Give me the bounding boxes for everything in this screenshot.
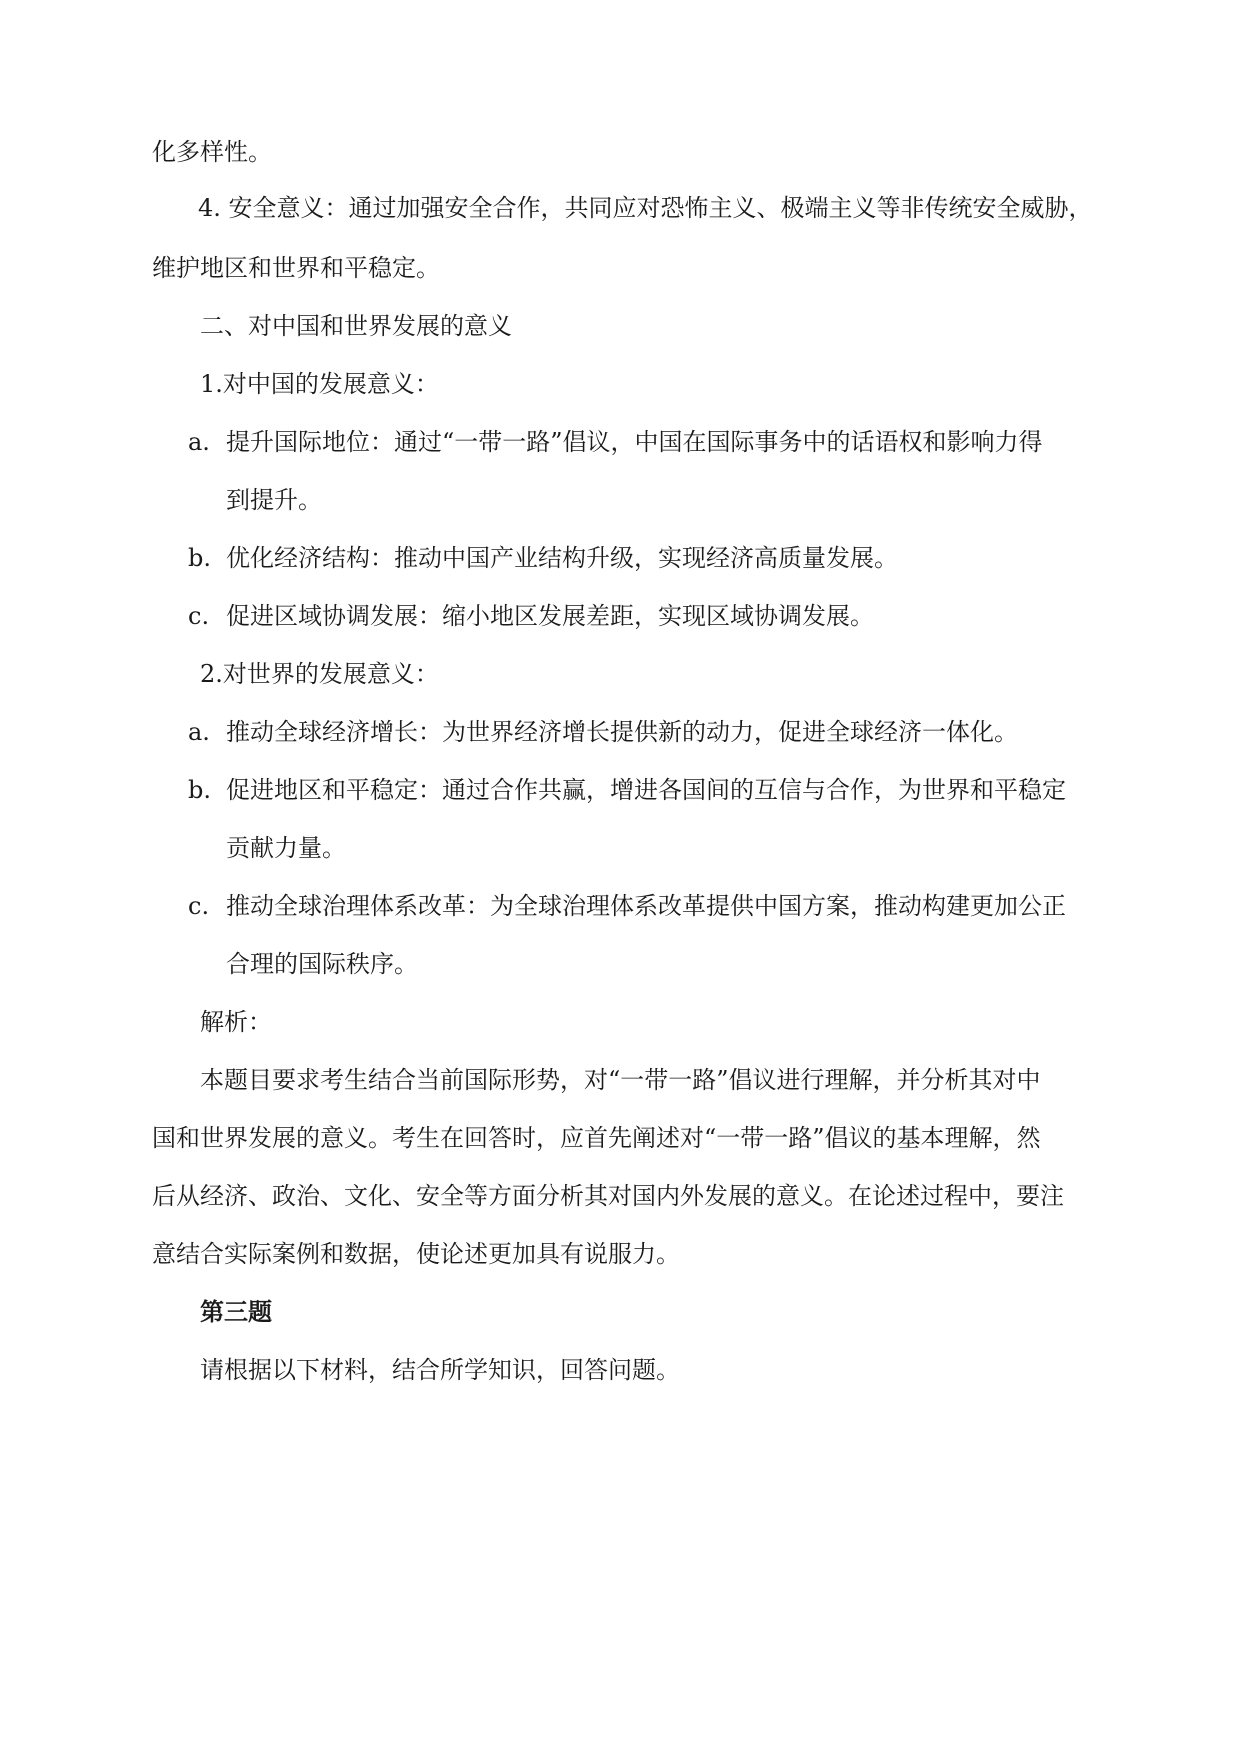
paragraph-line: 本题目要求考生结合当前国际形势，对“一带一路”倡议进行理解，并分析其对中 — [200, 1066, 1041, 1094]
list-item-text: 优化经济结构：推动中国产业结构升级，实现经济高质量发展。 — [226, 544, 898, 572]
list-marker: c. — [188, 892, 210, 920]
subheading-1: 1.对中国的发展意义： — [200, 370, 439, 398]
paragraph-line: 国和世界发展的意义。考生在回答时，应首先阐述对“一带一路”倡议的基本理解，然 — [152, 1124, 1041, 1152]
section-heading-2: 二、对中国和世界发展的意义 — [200, 312, 512, 340]
list-item-text: 推动全球治理体系改革：为全球治理体系改革提供中国方案，推动构建更加公正 — [226, 892, 1066, 920]
question-heading: 第三题 — [200, 1297, 272, 1326]
analysis-label: 解析： — [200, 1008, 272, 1036]
list-item-continuation: 合理的国际秩序。 — [226, 950, 418, 978]
list-marker: b. — [188, 776, 211, 804]
paragraph-line: 后从经济、政治、文化、安全等方面分析其对国内外发展的意义。在论述过程中，要注 — [152, 1182, 1064, 1210]
section-item-4: 4. 安全意义：通过加强安全合作，共同应对恐怖主义、极端主义等非传统安全威胁， — [198, 194, 1093, 222]
paragraph-line: 请根据以下材料，结合所学知识，回答问题。 — [200, 1356, 680, 1384]
paragraph-line: 意结合实际案例和数据，使论述更加具有说服力。 — [152, 1240, 680, 1268]
list-marker: a. — [188, 428, 210, 456]
paragraph-line: 维护地区和世界和平稳定。 — [152, 254, 440, 282]
list-item-text: 提升国际地位：通过“一带一路”倡议，中国在国际事务中的话语权和影响力得 — [226, 428, 1043, 456]
subheading-2: 2.对世界的发展意义： — [200, 660, 439, 688]
list-marker: c. — [188, 602, 210, 630]
list-marker: a. — [188, 718, 210, 746]
list-item-text: 促进地区和平稳定：通过合作共赢，增进各国间的互信与合作，为世界和平稳定 — [226, 776, 1066, 804]
list-item-continuation: 贡献力量。 — [226, 834, 346, 862]
list-item-continuation: 到提升。 — [226, 486, 322, 514]
paragraph-line: 化多样性。 — [152, 138, 272, 166]
list-item-text: 促进区域协调发展：缩小地区发展差距，实现区域协调发展。 — [226, 602, 874, 630]
list-marker: b. — [188, 544, 211, 572]
list-item-text: 推动全球经济增长：为世界经济增长提供新的动力，促进全球经济一体化。 — [226, 718, 1018, 746]
